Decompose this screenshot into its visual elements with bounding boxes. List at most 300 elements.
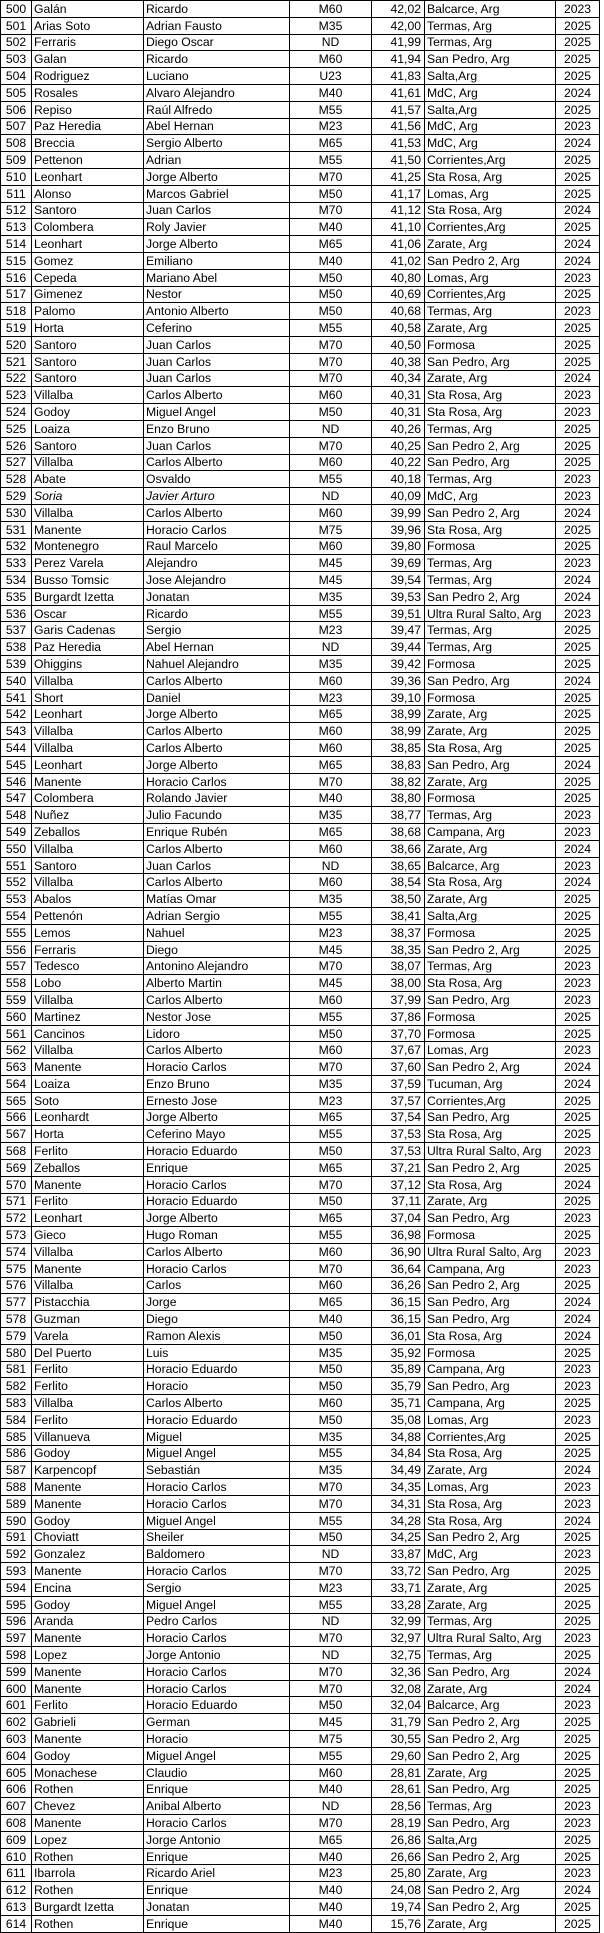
table-row	[1, 1798, 600, 1815]
location-cell: Formosa	[425, 924, 556, 941]
location-cell: Zarate, Arg	[425, 236, 556, 253]
year-cell: 2025	[556, 1126, 600, 1143]
rank-cell: 598	[1, 1647, 32, 1664]
category-cell: M70	[290, 1176, 372, 1193]
table-row	[1, 521, 600, 538]
rank-cell: 541	[1, 689, 32, 706]
rank-cell: 586	[1, 1445, 32, 1462]
surname-cell: Leonhardt	[32, 1109, 144, 1126]
table-row	[1, 874, 600, 891]
first-name-cell: Miguel Angel	[144, 1512, 290, 1529]
surname-cell: Gimenez	[32, 286, 144, 303]
surname-cell: Villalba	[32, 992, 144, 1009]
category-cell: M35	[290, 1428, 372, 1445]
table-row	[1, 1747, 600, 1764]
first-name-cell: Enrique Rubén	[144, 824, 290, 841]
distance-cell: 38,82	[372, 773, 425, 790]
rank-cell: 513	[1, 219, 32, 236]
location-cell: San Pedro, Arg	[425, 1563, 556, 1580]
distance-cell: 29,60	[372, 1747, 425, 1764]
table-row	[1, 1764, 600, 1781]
surname-cell: Pettenon	[32, 152, 144, 169]
rank-cell: 502	[1, 34, 32, 51]
surname-cell: Cancinos	[32, 1025, 144, 1042]
year-cell: 2024	[556, 135, 600, 152]
first-name-cell: Ricardo	[144, 51, 290, 68]
table-row	[1, 1411, 600, 1428]
year-cell: 2025	[556, 1428, 600, 1445]
rank-cell: 526	[1, 437, 32, 454]
year-cell: 2025	[556, 706, 600, 723]
first-name-cell: Jose Alejandro	[144, 572, 290, 589]
surname-cell: Busso Tomsic	[32, 572, 144, 589]
rank-cell: 553	[1, 891, 32, 908]
table-row	[1, 689, 600, 706]
distance-cell: 35,08	[372, 1411, 425, 1428]
table-row	[1, 672, 600, 689]
surname-cell: Rothen	[32, 1848, 144, 1865]
location-cell: Corrientes,Arg	[425, 1092, 556, 1109]
first-name-cell: Diego	[144, 941, 290, 958]
distance-cell: 32,04	[372, 1697, 425, 1714]
distance-cell: 39,36	[372, 672, 425, 689]
category-cell: M45	[290, 572, 372, 589]
year-cell: 2023	[556, 1495, 600, 1512]
surname-cell: Lopez	[32, 1647, 144, 1664]
distance-cell: 28,61	[372, 1781, 425, 1798]
surname-cell: Santoro	[32, 202, 144, 219]
location-cell: Formosa	[425, 1344, 556, 1361]
rank-cell: 533	[1, 555, 32, 572]
first-name-cell: Diego	[144, 1311, 290, 1328]
surname-cell: Del Puerto	[32, 1344, 144, 1361]
location-cell: Corrientes,Arg	[425, 152, 556, 169]
table-row	[1, 824, 600, 841]
surname-cell: Gonzalez	[32, 1546, 144, 1563]
location-cell: Termas, Arg	[425, 471, 556, 488]
rank-cell: 535	[1, 588, 32, 605]
rank-cell: 539	[1, 656, 32, 673]
table-row	[1, 639, 600, 656]
location-cell: Tucuman, Arg	[425, 1076, 556, 1093]
surname-cell: Santoro	[32, 437, 144, 454]
distance-cell: 41,53	[372, 135, 425, 152]
location-cell: Salta,Arg	[425, 908, 556, 925]
first-name-cell: Miguel Angel	[144, 1445, 290, 1462]
table-row	[1, 1227, 600, 1244]
rank-cell: 613	[1, 1899, 32, 1916]
category-cell: M65	[290, 1831, 372, 1848]
table-row	[1, 1327, 600, 1344]
table-row	[1, 1512, 600, 1529]
location-cell: San Pedro 2, Arg	[425, 1899, 556, 1916]
table-row	[1, 1378, 600, 1395]
rank-cell: 556	[1, 941, 32, 958]
location-cell: Campana, Arg	[425, 1260, 556, 1277]
year-cell: 2024	[556, 1294, 600, 1311]
category-cell: M70	[290, 1260, 372, 1277]
category-cell: ND	[290, 1798, 372, 1815]
distance-cell: 38,41	[372, 908, 425, 925]
first-name-cell: Carlos Alberto	[144, 672, 290, 689]
year-cell: 2023	[556, 1546, 600, 1563]
table-row	[1, 286, 600, 303]
location-cell: Zarate, Arg	[425, 1680, 556, 1697]
year-cell: 2023	[556, 488, 600, 505]
location-cell: San Pedro 2, Arg	[425, 1059, 556, 1076]
first-name-cell: Juan Carlos	[144, 437, 290, 454]
table-row	[1, 1260, 600, 1277]
table-row	[1, 1042, 600, 1059]
surname-cell: Ibarrola	[32, 1865, 144, 1882]
year-cell: 2025	[556, 1764, 600, 1781]
table-row	[1, 1479, 600, 1496]
distance-cell: 38,07	[372, 958, 425, 975]
location-cell: Sta Rosa, Arg	[425, 1495, 556, 1512]
first-name-cell: Sergio	[144, 622, 290, 639]
rank-cell: 527	[1, 454, 32, 471]
category-cell: M35	[290, 656, 372, 673]
rank-cell: 574	[1, 1243, 32, 1260]
year-cell: 2025	[556, 740, 600, 757]
location-cell: Lomas, Arg	[425, 1042, 556, 1059]
year-cell: 2025	[556, 1915, 600, 1932]
surname-cell: Manente	[32, 1815, 144, 1832]
rank-cell: 516	[1, 269, 32, 286]
rank-cell: 601	[1, 1697, 32, 1714]
first-name-cell: Alejandro	[144, 555, 290, 572]
location-cell: Sta Rosa, Arg	[425, 1512, 556, 1529]
category-cell: ND	[290, 857, 372, 874]
first-name-cell: Miguel	[144, 1428, 290, 1445]
table-row	[1, 924, 600, 941]
distance-cell: 37,04	[372, 1210, 425, 1227]
table-row	[1, 908, 600, 925]
rank-cell: 507	[1, 118, 32, 135]
location-cell: MdC, Arg	[425, 84, 556, 101]
distance-cell: 41,02	[372, 252, 425, 269]
surname-cell: Cepeda	[32, 269, 144, 286]
category-cell: M55	[290, 605, 372, 622]
location-cell: Sta Rosa, Arg	[425, 874, 556, 891]
rank-cell: 514	[1, 236, 32, 253]
category-cell: M35	[290, 891, 372, 908]
distance-cell: 36,01	[372, 1327, 425, 1344]
surname-cell: Villalba	[32, 1395, 144, 1412]
rank-cell: 583	[1, 1395, 32, 1412]
year-cell: 2025	[556, 1445, 600, 1462]
distance-cell: 41,56	[372, 118, 425, 135]
table-row	[1, 1428, 600, 1445]
location-cell: Balcarce, Arg	[425, 857, 556, 874]
category-cell: M70	[290, 1495, 372, 1512]
location-cell: Formosa	[425, 656, 556, 673]
first-name-cell: Horacio Carlos	[144, 521, 290, 538]
location-cell: Formosa	[425, 689, 556, 706]
table-row	[1, 1109, 600, 1126]
rank-cell: 575	[1, 1260, 32, 1277]
rank-cell: 602	[1, 1714, 32, 1731]
first-name-cell: Enrique	[144, 1915, 290, 1932]
year-cell: 2025	[556, 1563, 600, 1580]
category-cell: M70	[290, 958, 372, 975]
distance-cell: 38,83	[372, 756, 425, 773]
rank-cell: 609	[1, 1831, 32, 1848]
location-cell: Sta Rosa, Arg	[425, 1445, 556, 1462]
distance-cell: 38,50	[372, 891, 425, 908]
location-cell: San Pedro, Arg	[425, 1109, 556, 1126]
first-name-cell: Horacio Eduardo	[144, 1697, 290, 1714]
distance-cell: 38,37	[372, 924, 425, 941]
category-cell: M60	[290, 51, 372, 68]
distance-cell: 37,99	[372, 992, 425, 1009]
surname-cell: Villalba	[32, 1042, 144, 1059]
location-cell: Termas, Arg	[425, 34, 556, 51]
year-cell: 2025	[556, 51, 600, 68]
category-cell: M60	[290, 723, 372, 740]
year-cell: 2025	[556, 152, 600, 169]
table-row	[1, 1647, 600, 1664]
rank-cell: 540	[1, 672, 32, 689]
table-row	[1, 605, 600, 622]
surname-cell: Santoro	[32, 353, 144, 370]
year-cell: 2025	[556, 1731, 600, 1748]
table-row	[1, 1193, 600, 1210]
rank-cell: 594	[1, 1579, 32, 1596]
first-name-cell: Daniel	[144, 689, 290, 706]
rank-cell: 555	[1, 924, 32, 941]
category-cell: M50	[290, 1378, 372, 1395]
category-cell: M65	[290, 824, 372, 841]
surname-cell: Ferlito	[32, 1143, 144, 1160]
distance-cell: 35,71	[372, 1395, 425, 1412]
results-table-body	[1, 1, 600, 1933]
distance-cell: 37,21	[372, 1159, 425, 1176]
first-name-cell: Juan Carlos	[144, 202, 290, 219]
surname-cell: Zeballos	[32, 824, 144, 841]
distance-cell: 33,87	[372, 1546, 425, 1563]
category-cell: M70	[290, 1059, 372, 1076]
table-row	[1, 454, 600, 471]
distance-cell: 25,80	[372, 1865, 425, 1882]
location-cell: Sta Rosa, Arg	[425, 404, 556, 421]
distance-cell: 41,83	[372, 68, 425, 85]
location-cell: San Pedro 2, Arg	[425, 1714, 556, 1731]
year-cell: 2024	[556, 504, 600, 521]
category-cell: M55	[290, 152, 372, 169]
category-cell: M70	[290, 1479, 372, 1496]
surname-cell: Galán	[32, 1, 144, 18]
location-cell: Ultra Rural Salto, Arg	[425, 1143, 556, 1160]
first-name-cell: Rolando Javier	[144, 790, 290, 807]
table-row	[1, 202, 600, 219]
location-cell: Termas, Arg	[425, 572, 556, 589]
distance-cell: 26,86	[372, 1831, 425, 1848]
location-cell: San Pedro 2, Arg	[425, 1529, 556, 1546]
surname-cell: Paz Heredia	[32, 118, 144, 135]
rank-cell: 511	[1, 185, 32, 202]
location-cell: Formosa	[425, 790, 556, 807]
distance-cell: 39,99	[372, 504, 425, 521]
surname-cell: Manente	[32, 1260, 144, 1277]
first-name-cell: Marcos Gabriel	[144, 185, 290, 202]
surname-cell: Abate	[32, 471, 144, 488]
location-cell: Zarate, Arg	[425, 1764, 556, 1781]
category-cell: M60	[290, 538, 372, 555]
first-name-cell: Horacio Carlos	[144, 1479, 290, 1496]
table-row	[1, 1596, 600, 1613]
table-row	[1, 152, 600, 169]
table-row	[1, 17, 600, 34]
category-cell: M50	[290, 1361, 372, 1378]
table-row	[1, 471, 600, 488]
surname-cell: Ferlito	[32, 1193, 144, 1210]
surname-cell: Villalba	[32, 840, 144, 857]
location-cell: Salta,Arg	[425, 101, 556, 118]
table-row	[1, 336, 600, 353]
category-cell: M60	[290, 672, 372, 689]
distance-cell: 37,59	[372, 1076, 425, 1093]
year-cell: 2023	[556, 1697, 600, 1714]
category-cell: M70	[290, 1663, 372, 1680]
year-cell: 2024	[556, 840, 600, 857]
category-cell: M23	[290, 622, 372, 639]
rank-cell: 565	[1, 1092, 32, 1109]
table-row	[1, 1143, 600, 1160]
year-cell: 2023	[556, 605, 600, 622]
table-row	[1, 1176, 600, 1193]
distance-cell: 32,36	[372, 1663, 425, 1680]
year-cell: 2025	[556, 1848, 600, 1865]
category-cell: M60	[290, 1764, 372, 1781]
first-name-cell: Anibal Alberto	[144, 1798, 290, 1815]
location-cell: Lomas, Arg	[425, 269, 556, 286]
surname-cell: Leonhart	[32, 236, 144, 253]
year-cell: 2023	[556, 824, 600, 841]
table-row	[1, 958, 600, 975]
surname-cell: Loaiza	[32, 1076, 144, 1093]
year-cell: 2023	[556, 1243, 600, 1260]
distance-cell: 37,67	[372, 1042, 425, 1059]
surname-cell: Ferraris	[32, 941, 144, 958]
location-cell: Salta,Arg	[425, 1831, 556, 1848]
location-cell: Termas, Arg	[425, 303, 556, 320]
category-cell: M60	[290, 1277, 372, 1294]
table-row	[1, 840, 600, 857]
first-name-cell: Abel Hernan	[144, 118, 290, 135]
category-cell: M35	[290, 807, 372, 824]
year-cell: 2025	[556, 1025, 600, 1042]
year-cell: 2024	[556, 1462, 600, 1479]
surname-cell: Martinez	[32, 1008, 144, 1025]
location-cell: San Pedro, Arg	[425, 1815, 556, 1832]
surname-cell: Godoy	[32, 1747, 144, 1764]
year-cell: 2023	[556, 118, 600, 135]
rank-cell: 590	[1, 1512, 32, 1529]
distance-cell: 38,65	[372, 857, 425, 874]
surname-cell: Rothen	[32, 1781, 144, 1798]
year-cell: 2025	[556, 1227, 600, 1244]
surname-cell: Nuñez	[32, 807, 144, 824]
year-cell: 2025	[556, 1747, 600, 1764]
surname-cell: Lopez	[32, 1831, 144, 1848]
category-cell: M65	[290, 135, 372, 152]
first-name-cell: Horacio Carlos	[144, 1059, 290, 1076]
distance-cell: 40,18	[372, 471, 425, 488]
rank-cell: 580	[1, 1344, 32, 1361]
table-row	[1, 975, 600, 992]
year-cell: 2025	[556, 656, 600, 673]
rank-cell: 584	[1, 1411, 32, 1428]
first-name-cell: Luciano	[144, 68, 290, 85]
location-cell: Termas, Arg	[425, 555, 556, 572]
first-name-cell: Emiliano	[144, 252, 290, 269]
year-cell: 2025	[556, 521, 600, 538]
rank-cell: 518	[1, 303, 32, 320]
distance-cell: 39,53	[372, 588, 425, 605]
category-cell: M50	[290, 1327, 372, 1344]
distance-cell: 35,89	[372, 1361, 425, 1378]
rank-cell: 581	[1, 1361, 32, 1378]
rank-cell: 543	[1, 723, 32, 740]
category-cell: M50	[290, 269, 372, 286]
category-cell: M55	[290, 320, 372, 337]
rank-cell: 552	[1, 874, 32, 891]
rank-cell: 504	[1, 68, 32, 85]
distance-cell: 37,86	[372, 1008, 425, 1025]
distance-cell: 41,17	[372, 185, 425, 202]
year-cell: 2023	[556, 1479, 600, 1496]
rank-cell: 549	[1, 824, 32, 841]
rank-cell: 596	[1, 1613, 32, 1630]
location-cell: Balcarce, Arg	[425, 1, 556, 18]
location-cell: Zarate, Arg	[425, 1462, 556, 1479]
rank-cell: 576	[1, 1277, 32, 1294]
table-row	[1, 387, 600, 404]
surname-cell: Ferlito	[32, 1411, 144, 1428]
rank-cell: 585	[1, 1428, 32, 1445]
table-row	[1, 1277, 600, 1294]
table-row	[1, 1831, 600, 1848]
year-cell: 2025	[556, 538, 600, 555]
surname-cell: Rothen	[32, 1882, 144, 1899]
rank-cell: 607	[1, 1798, 32, 1815]
location-cell: Lomas, Arg	[425, 1479, 556, 1496]
rank-cell: 587	[1, 1462, 32, 1479]
surname-cell: Alonso	[32, 185, 144, 202]
category-cell: M23	[290, 689, 372, 706]
surname-cell: Santoro	[32, 857, 144, 874]
table-row	[1, 1731, 600, 1748]
surname-cell: Ferlito	[32, 1361, 144, 1378]
category-cell: M70	[290, 1630, 372, 1647]
distance-cell: 38,54	[372, 874, 425, 891]
distance-cell: 40,80	[372, 269, 425, 286]
table-row	[1, 538, 600, 555]
table-row	[1, 1663, 600, 1680]
category-cell: M70	[290, 353, 372, 370]
table-row	[1, 1848, 600, 1865]
year-cell: 2025	[556, 1596, 600, 1613]
category-cell: U23	[290, 68, 372, 85]
table-row	[1, 1680, 600, 1697]
distance-cell: 31,79	[372, 1714, 425, 1731]
year-cell: 2025	[556, 1395, 600, 1412]
year-cell: 2023	[556, 269, 600, 286]
first-name-cell: Horacio Carlos	[144, 1563, 290, 1580]
first-name-cell: Horacio Carlos	[144, 1630, 290, 1647]
year-cell: 2025	[556, 1899, 600, 1916]
